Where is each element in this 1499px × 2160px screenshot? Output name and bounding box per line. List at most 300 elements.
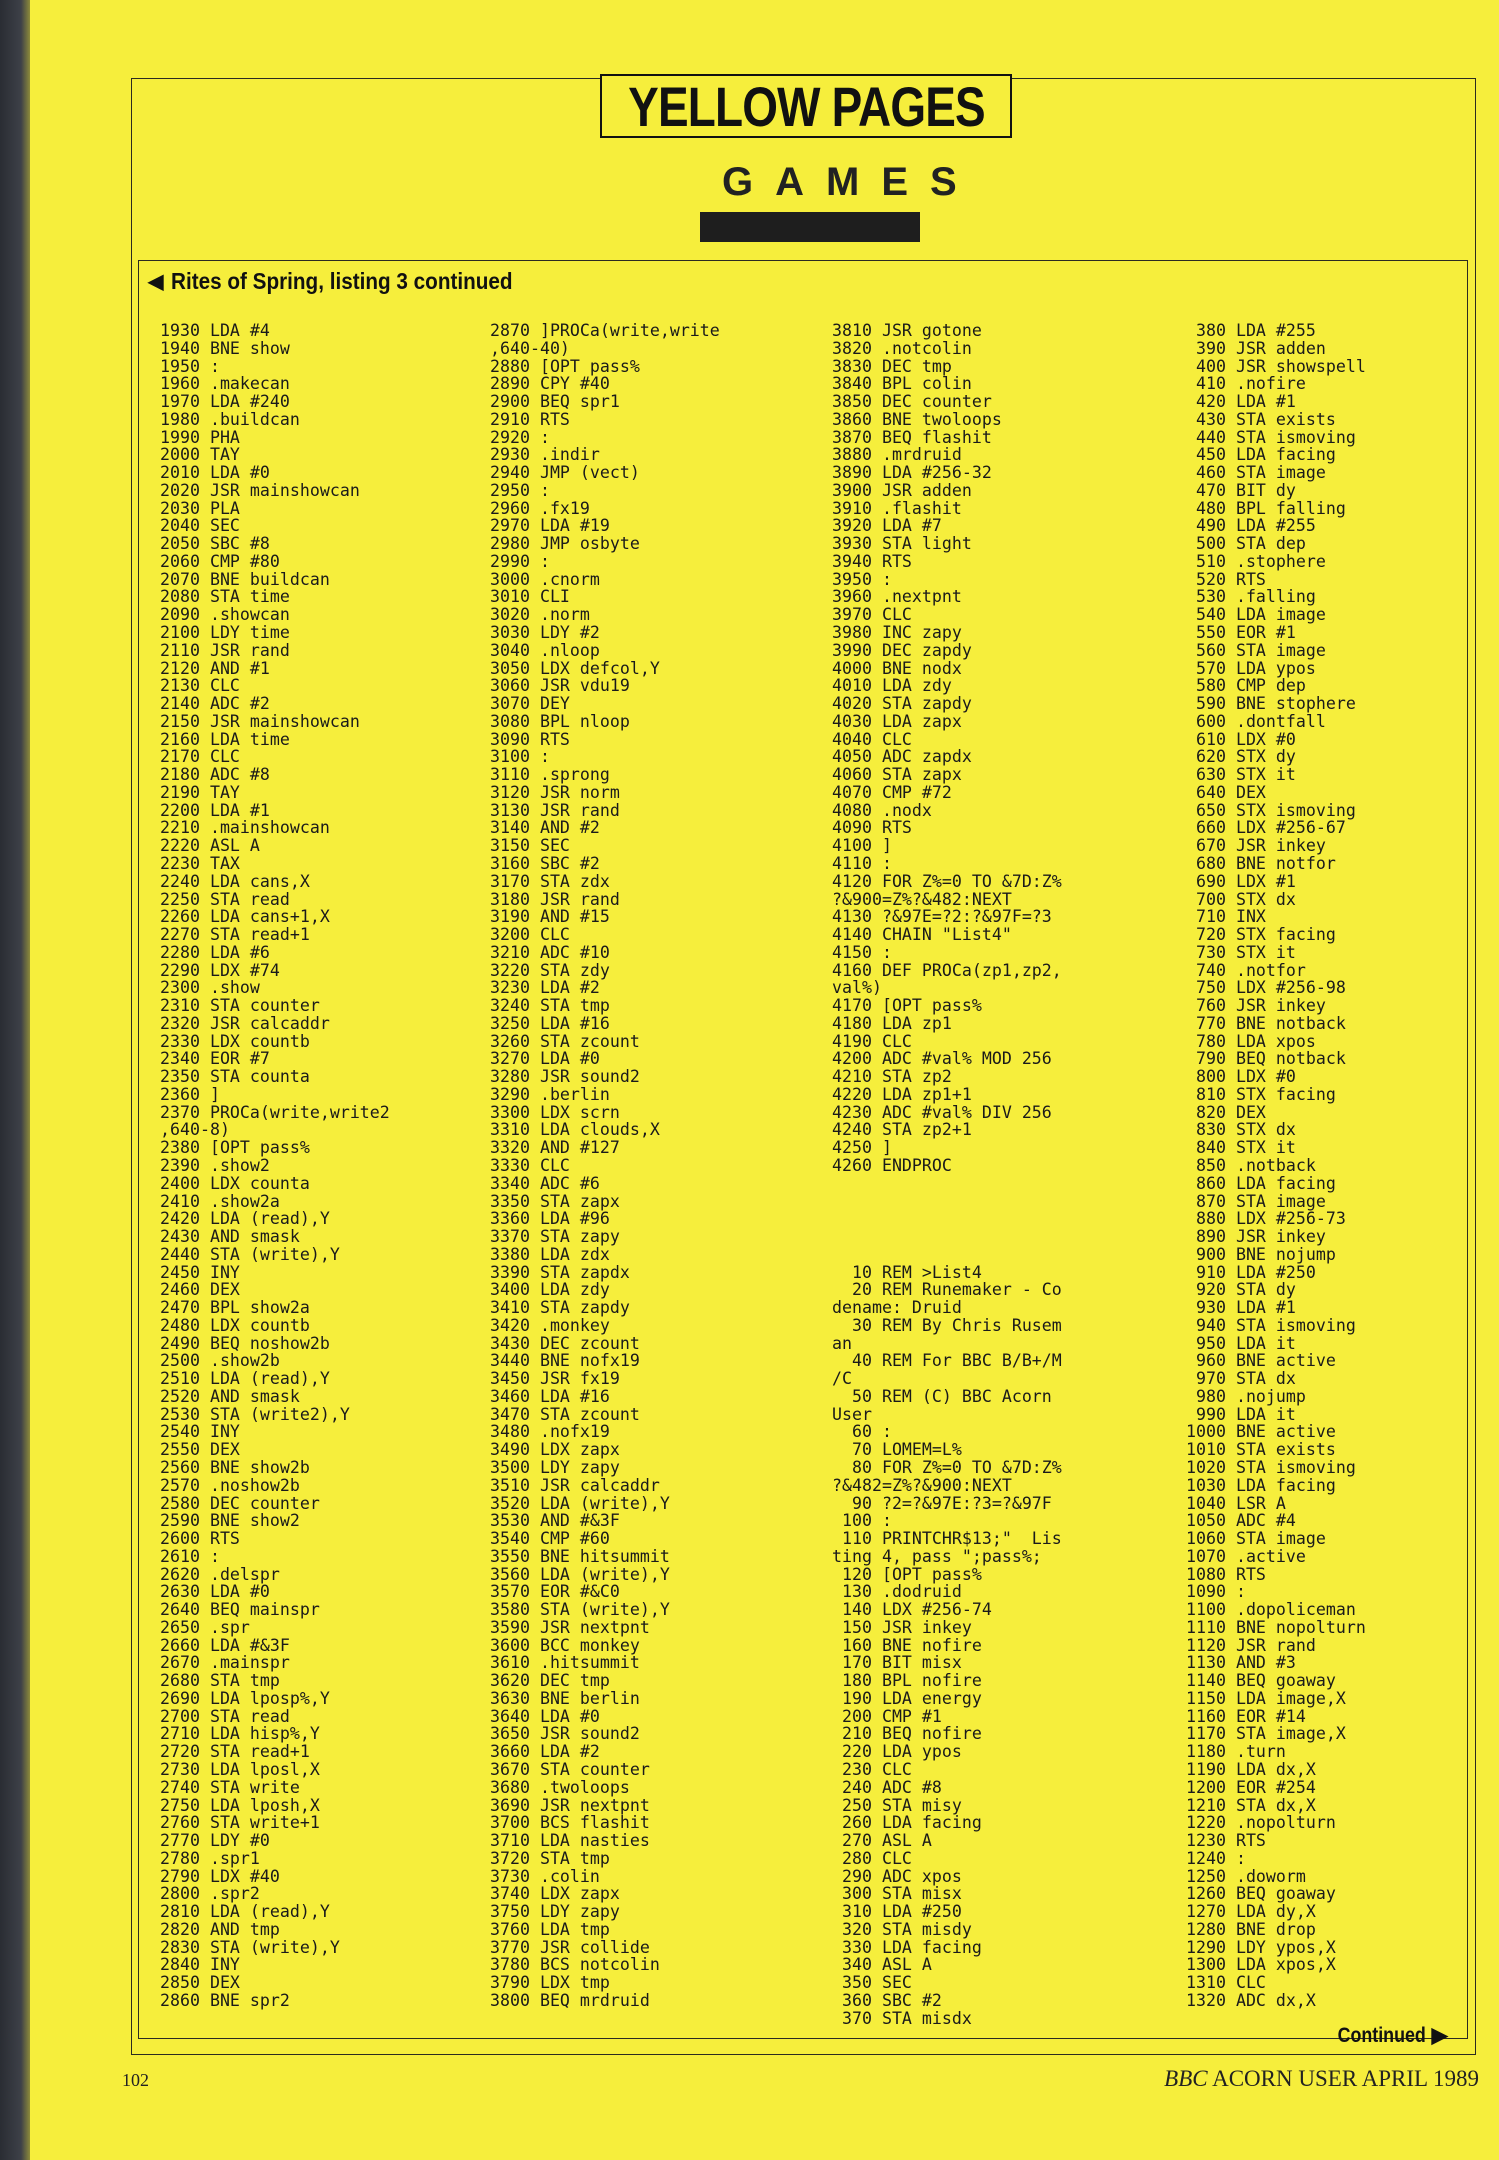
code-line: 3360 LDA #96 xyxy=(490,1209,610,1229)
code-line: 2870 ]PROCa(write,write xyxy=(490,321,720,340)
code-line: 2530 STA (write2),Y xyxy=(160,1404,350,1424)
code-line: 2720 STA read+1 xyxy=(160,1742,310,1762)
code-line: 340 ASL A xyxy=(832,1955,932,1975)
code-line: 3880 .mrdruid xyxy=(832,445,962,465)
code-line: 250 STA misy xyxy=(832,1795,962,1815)
code-line: 1220 .nopolturn xyxy=(1186,1813,1336,1833)
code-line: 890 JSR inkey xyxy=(1186,1227,1326,1247)
code-line: 3070 DEY xyxy=(490,694,570,714)
code-line: 3730 .colin xyxy=(490,1866,600,1886)
code-line: 2920 : xyxy=(490,427,550,447)
code-line: 2860 BNE spr2 xyxy=(160,1990,290,2010)
code-line: ting 4, pass ";pass%; xyxy=(832,1546,1042,1566)
code-line: 3980 INC zapy xyxy=(832,623,962,643)
code-line: 2310 STA counter xyxy=(160,996,320,1016)
code-line: 1310 CLC xyxy=(1186,1973,1266,1993)
code-line: 3900 JSR adden xyxy=(832,480,972,500)
code-line: 3940 RTS xyxy=(832,551,912,571)
code-line: 930 LDA #1 xyxy=(1186,1298,1296,1318)
code-line: 60 : xyxy=(832,1422,892,1442)
code-line: 3930 STA light xyxy=(832,534,972,554)
code-line: 70 LOMEM=L% xyxy=(832,1440,962,1460)
code-line: 1080 RTS xyxy=(1186,1564,1266,1584)
code-line: 3850 DEC counter xyxy=(832,392,992,412)
code-line: 1060 STA image xyxy=(1186,1529,1326,1549)
code-line: 660 LDX #256-67 xyxy=(1186,818,1346,838)
code-line: 3760 LDA tmp xyxy=(490,1919,610,1939)
code-line: 480 BPL falling xyxy=(1186,498,1346,518)
code-line: 2000 TAY xyxy=(160,445,240,465)
code-line: 3810 JSR gotone xyxy=(832,321,982,340)
code-line: 3380 LDA zdx xyxy=(490,1244,610,1264)
code-line: 3370 STA zapy xyxy=(490,1227,620,1247)
code-line: 960 BNE active xyxy=(1186,1351,1336,1371)
code-line: 870 STA image xyxy=(1186,1191,1326,1211)
code-line: 430 STA exists xyxy=(1186,409,1336,429)
code-line: 3240 STA tmp xyxy=(490,996,610,1016)
code-line: 2930 .indir xyxy=(490,445,600,465)
code-line: 550 EOR #1 xyxy=(1186,623,1296,643)
code-line: 3590 JSR nextpnt xyxy=(490,1617,650,1637)
code-line: 2130 CLC xyxy=(160,676,240,696)
code-line: 3700 BCS flashit xyxy=(490,1813,650,1833)
code-line: 3720 STA tmp xyxy=(490,1848,610,1868)
code-line: 4250 ] xyxy=(832,1138,892,1158)
code-line: 3580 STA (write),Y xyxy=(490,1600,670,1620)
code-line: 3860 BNE twoloops xyxy=(832,409,1002,429)
code-line: 3470 STA zcount xyxy=(490,1404,640,1424)
code-line: 360 SBC #2 xyxy=(832,1990,942,2010)
code-line: 4230 ADC #val% DIV 256 xyxy=(832,1102,1052,1122)
code-line: 220 LDA ypos xyxy=(832,1742,962,1762)
code-line: 90 ?2=?&97E:?3=?&97F xyxy=(832,1493,1052,1513)
code-line: 3250 LDA #16 xyxy=(490,1013,610,1033)
code-line: 2390 .show2 xyxy=(160,1155,270,1175)
code-line: 3510 JSR calcaddr xyxy=(490,1475,660,1495)
code-line: 3540 CMP #60 xyxy=(490,1529,610,1549)
code-line: 1230 RTS xyxy=(1186,1831,1266,1851)
code-line: 3620 DEC tmp xyxy=(490,1671,610,1691)
code-line: 720 STX facing xyxy=(1186,925,1336,945)
code-line: 160 BNE nofire xyxy=(832,1635,982,1655)
code-line: 500 STA dep xyxy=(1186,534,1306,554)
code-line: 2040 SEC xyxy=(160,516,240,536)
code-line: 100 : xyxy=(832,1511,892,1531)
code-line: 3740 LDX zapx xyxy=(490,1884,620,1904)
code-line: 2640 BEQ mainspr xyxy=(160,1600,320,1620)
code-line: 270 ASL A xyxy=(832,1831,932,1851)
code-line: 3560 LDA (write),Y xyxy=(490,1564,670,1584)
code-line: 3230 LDA #2 xyxy=(490,978,600,998)
code-line: 560 STA image xyxy=(1186,640,1326,660)
code-line: 2980 JMP osbyte xyxy=(490,534,640,554)
code-line: 3180 JSR rand xyxy=(490,889,620,909)
code-line: 760 JSR inkey xyxy=(1186,996,1326,1016)
code-line: 4070 CMP #72 xyxy=(832,782,952,802)
code-line: 580 CMP dep xyxy=(1186,676,1306,696)
code-line: 2120 AND #1 xyxy=(160,658,270,678)
code-line: 3780 BCS notcolin xyxy=(490,1955,660,1975)
code-line: 4040 CLC xyxy=(832,729,912,749)
code-line: 4220 LDA zp1+1 xyxy=(832,1084,972,1104)
code-line: 1090 : xyxy=(1186,1582,1246,1602)
code-line: 940 STA ismoving xyxy=(1186,1315,1356,1335)
code-line: 650 STX ismoving xyxy=(1186,800,1356,820)
code-line: 3200 CLC xyxy=(490,925,570,945)
code-line: 3020 .norm xyxy=(490,605,590,625)
magazine-name-italic: BBC xyxy=(1164,2066,1208,2091)
code-line: 920 STA dy xyxy=(1186,1280,1296,1300)
code-line: 20 REM Runemaker - Co xyxy=(832,1280,1062,1300)
code-line: 950 LDA it xyxy=(1186,1333,1296,1353)
code-line: 2810 LDA (read),Y xyxy=(160,1902,330,1922)
code-line: 440 STA ismoving xyxy=(1186,427,1356,447)
code-line: 690 LDX #1 xyxy=(1186,871,1296,891)
code-line: 1990 PHA xyxy=(160,427,240,447)
page-binding-edge xyxy=(0,0,30,2160)
code-line: 2470 BPL show2a xyxy=(160,1298,310,1318)
code-line: 710 INX xyxy=(1186,907,1266,927)
code-line: 4000 BNE nodx xyxy=(832,658,962,678)
code-line: 200 CMP #1 xyxy=(832,1706,942,1726)
code-line: 3610 .hitsummit xyxy=(490,1653,640,1673)
code-line: /C xyxy=(832,1369,852,1389)
page-number: 102 xyxy=(122,2070,149,2090)
code-line: 970 STA dx xyxy=(1186,1369,1296,1389)
code-line: 3690 JSR nextpnt xyxy=(490,1795,650,1815)
code-line: 3750 LDY zapy xyxy=(490,1902,620,1922)
code-line: 2280 LDA #6 xyxy=(160,942,270,962)
code-line: 120 [OPT pass% xyxy=(832,1564,982,1584)
code-line: 2190 TAY xyxy=(160,782,240,802)
code-line: 2160 LDA time xyxy=(160,729,290,749)
code-line: 390 JSR adden xyxy=(1186,338,1326,358)
code-line: 1120 JSR rand xyxy=(1186,1635,1316,1655)
code-line: 3650 JSR sound2 xyxy=(490,1724,640,1744)
code-line: 3460 LDA #16 xyxy=(490,1386,610,1406)
code-line: 400 JSR showspell xyxy=(1186,356,1366,376)
code-line: 2250 STA read xyxy=(160,889,290,909)
code-line: 4100 ] xyxy=(832,836,892,856)
code-line: 3030 LDY #2 xyxy=(490,623,600,643)
code-line: 2060 CMP #80 xyxy=(160,551,280,571)
code-line: 4010 LDA zdy xyxy=(832,676,952,696)
code-line: 2300 .show xyxy=(160,978,260,998)
code-line: 3390 STA zapdx xyxy=(490,1262,630,1282)
code-line: dename: Druid xyxy=(832,1298,962,1318)
code-line: 4080 .nodx xyxy=(832,800,932,820)
code-line: 3420 .monkey xyxy=(490,1315,610,1335)
magazine-footer xyxy=(1164,2066,1479,2092)
code-line: 470 BIT dy xyxy=(1186,480,1296,500)
code-line: 4240 STA zp2+1 xyxy=(832,1120,972,1140)
code-line: 2660 LDA #&3F xyxy=(160,1635,290,1655)
code-line: 3830 DEC tmp xyxy=(832,356,952,376)
code-line: 3300 LDX scrn xyxy=(490,1102,620,1122)
code-line: 2230 TAX xyxy=(160,853,240,873)
code-line: 520 RTS xyxy=(1186,569,1266,589)
code-line: 3480 .nofx19 xyxy=(490,1422,610,1442)
code-line: 3190 AND #15 xyxy=(490,907,610,927)
code-line: 1030 LDA facing xyxy=(1186,1475,1336,1495)
code-line: 3680 .twoloops xyxy=(490,1777,630,1797)
code-line: 2630 LDA #0 xyxy=(160,1582,270,1602)
code-line: 4060 STA zapx xyxy=(832,765,962,785)
code-line: 1930 LDA #4 xyxy=(160,321,270,340)
code-line: User xyxy=(832,1404,872,1424)
code-line: 3530 AND #&3F xyxy=(490,1511,620,1531)
code-line: 2370 PROCa(write,write2 xyxy=(160,1102,390,1122)
code-line: 2800 .spr2 xyxy=(160,1884,260,1904)
code-line: 3340 ADC #6 xyxy=(490,1173,600,1193)
code-line: 3100 : xyxy=(490,747,550,767)
code-line: 3920 LDA #7 xyxy=(832,516,942,536)
code-line: 3570 EOR #&C0 xyxy=(490,1582,620,1602)
code-line: 2820 AND tmp xyxy=(160,1919,280,1939)
code-line: 1320 ADC dx,X xyxy=(1186,1990,1316,2010)
continued-text: Continued xyxy=(1337,2024,1426,2047)
code-line: 2850 DEX xyxy=(160,1973,240,1993)
code-line: 680 BNE notfor xyxy=(1186,853,1336,873)
code-line: ,640-8) xyxy=(160,1120,230,1140)
left-arrow-icon: ◀ xyxy=(148,270,164,293)
code-line: 1100 .dopoliceman xyxy=(1186,1600,1356,1620)
code-line: 380 LDA #255 xyxy=(1186,321,1316,340)
code-line: 790 BEQ notback xyxy=(1186,1049,1346,1069)
code-line: 3600 BCC monkey xyxy=(490,1635,640,1655)
code-line: 2490 BEQ noshow2b xyxy=(160,1333,330,1353)
code-line: 780 LDA xpos xyxy=(1186,1031,1316,1051)
code-line: 1000 BNE active xyxy=(1186,1422,1336,1442)
code-line: 4150 : xyxy=(832,942,892,962)
code-line: 4210 STA zp2 xyxy=(832,1067,952,1087)
code-line: 1130 AND #3 xyxy=(1186,1653,1296,1673)
code-line: 2260 LDA cans+1,X xyxy=(160,907,330,927)
code-line: 2140 ADC #2 xyxy=(160,694,270,714)
continued-label xyxy=(1322,2023,1448,2048)
code-line: 840 STX it xyxy=(1186,1138,1296,1158)
code-line: 2400 LDX counta xyxy=(160,1173,310,1193)
code-line: 240 ADC #8 xyxy=(832,1777,942,1797)
code-line: 3500 LDY zapy xyxy=(490,1458,620,1477)
masthead-title: YELLOW PAGES xyxy=(627,74,985,138)
code-line: 3550 BNE hitsummit xyxy=(490,1546,670,1566)
code-line: 1270 LDA dy,X xyxy=(1186,1902,1316,1922)
code-line: 3400 LDA zdy xyxy=(490,1280,610,1300)
code-line: 1940 BNE show xyxy=(160,338,290,358)
code-line: 1190 LDA dx,X xyxy=(1186,1760,1316,1780)
code-line: 3640 LDA #0 xyxy=(490,1706,600,1726)
code-line: 3050 LDX defcol,Y xyxy=(490,658,660,678)
code-line: 2560 BNE show2b xyxy=(160,1458,310,1477)
code-line: 260 LDA facing xyxy=(832,1813,982,1833)
code-line: 620 STX dy xyxy=(1186,747,1296,767)
code-line: 2030 PLA xyxy=(160,498,240,518)
code-line: 280 CLC xyxy=(832,1848,912,1868)
code-line: 210 BEQ nofire xyxy=(832,1724,982,1744)
code-line: 2290 LDX #74 xyxy=(160,960,280,980)
code-line: 350 SEC xyxy=(832,1973,912,1993)
code-line: 2710 LDA hisp%,Y xyxy=(160,1724,320,1744)
code-line: 670 JSR inkey xyxy=(1186,836,1326,856)
code-line: 2990 : xyxy=(490,551,550,571)
code-line: 230 CLC xyxy=(832,1760,912,1780)
code-line: 4030 LDA zapx xyxy=(832,711,962,731)
code-line: 2670 .mainspr xyxy=(160,1653,290,1673)
code-line: 880 LDX #256-73 xyxy=(1186,1209,1346,1229)
code-line: ?&900=Z%?&482:NEXT xyxy=(832,889,1012,909)
code-line: 4160 DEF PROCa(zp1,zp2, xyxy=(832,960,1062,980)
code-line: 980 .nojump xyxy=(1186,1386,1306,1406)
code-line: 3450 JSR fx19 xyxy=(490,1369,620,1389)
code-line: 750 LDX #256-98 xyxy=(1186,978,1346,998)
listing-title xyxy=(148,266,551,296)
code-line: 2010 LDA #0 xyxy=(160,463,270,483)
code-line: 3140 AND #2 xyxy=(490,818,600,838)
code-line: 3840 BPL colin xyxy=(832,374,972,394)
code-line: 3660 LDA #2 xyxy=(490,1742,600,1762)
code-line: 140 LDX #256-74 xyxy=(832,1600,992,1620)
code-line: 810 STX facing xyxy=(1186,1084,1336,1104)
code-line: 640 DEX xyxy=(1186,782,1266,802)
code-line: 4200 ADC #val% MOD 256 xyxy=(832,1049,1052,1069)
code-line: 2080 STA time xyxy=(160,587,290,607)
code-line: 2780 .spr1 xyxy=(160,1848,260,1868)
code-line: 2790 LDX #40 xyxy=(160,1866,280,1886)
code-line: 3800 BEQ mrdruid xyxy=(490,1990,650,2010)
code-line: 180 BPL nofire xyxy=(832,1671,982,1691)
code-line: 540 LDA image xyxy=(1186,605,1326,625)
code-line: 130 .dodruid xyxy=(832,1582,962,1602)
code-line: an xyxy=(832,1333,852,1353)
code-line: 4180 LDA zp1 xyxy=(832,1013,952,1033)
code-line: 3260 STA zcount xyxy=(490,1031,640,1051)
code-line: 1070 .active xyxy=(1186,1546,1306,1566)
code-line: 310 LDA #250 xyxy=(832,1902,962,1922)
code-line: 4020 STA zapdy xyxy=(832,694,972,714)
code-line: 2600 RTS xyxy=(160,1529,240,1549)
code-line: 910 LDA #250 xyxy=(1186,1262,1316,1282)
code-line: 1960 .makecan xyxy=(160,374,290,394)
code-line: 460 STA image xyxy=(1186,463,1326,483)
code-line: 2350 STA counta xyxy=(160,1067,310,1087)
code-line: 450 LDA facing xyxy=(1186,445,1336,465)
code-line: 420 LDA #1 xyxy=(1186,392,1296,412)
code-line xyxy=(832,1228,1062,1246)
code-line: 3220 STA zdy xyxy=(490,960,610,980)
code-line: 3040 .nloop xyxy=(490,640,600,660)
code-line: 290 ADC xpos xyxy=(832,1866,962,1886)
code-line: 3160 SBC #2 xyxy=(490,853,600,873)
code-line: 860 LDA facing xyxy=(1186,1173,1336,1193)
code-line: 3430 DEC zcount xyxy=(490,1333,640,1353)
code-line: 2540 INY xyxy=(160,1422,240,1442)
code-line: 4050 ADC zapdx xyxy=(832,747,972,767)
code-line: 3440 BNE nofx19 xyxy=(490,1351,640,1371)
code-line: 730 STX it xyxy=(1186,942,1296,962)
code-line: 2200 LDA #1 xyxy=(160,800,270,820)
code-line: 150 JSR inkey xyxy=(832,1617,972,1637)
code-line: 990 LDA it xyxy=(1186,1404,1296,1424)
code-line: 700 STX dx xyxy=(1186,889,1296,909)
code-line: 2590 BNE show2 xyxy=(160,1511,300,1531)
code-line: 4130 ?&97E=?2:?&97F=?3 xyxy=(832,907,1052,927)
code-line: 2740 STA write xyxy=(160,1777,300,1797)
code-line: 3910 .flashit xyxy=(832,498,962,518)
listing-title-text: Rites of Spring, listing 3 continued xyxy=(171,267,513,294)
code-column-2 xyxy=(490,322,720,2010)
code-line: 2580 DEC counter xyxy=(160,1493,320,1513)
code-line: 900 BNE nojump xyxy=(1186,1244,1336,1264)
code-line: 1260 BEQ goaway xyxy=(1186,1884,1336,1904)
code-line: 3990 DEC zapdy xyxy=(832,640,972,660)
code-line: 40 REM For BBC B/B+/M xyxy=(832,1351,1062,1371)
magazine-issue: ACORN USER APRIL 1989 xyxy=(1212,2066,1479,2091)
code-line: 3490 LDX zapx xyxy=(490,1440,620,1460)
code-line: 2760 STA write+1 xyxy=(160,1813,320,1833)
code-line: 3080 BPL nloop xyxy=(490,711,630,731)
code-line: 1150 LDA image,X xyxy=(1186,1688,1346,1708)
code-line: 800 LDX #0 xyxy=(1186,1067,1296,1087)
code-line: 3520 LDA (write),Y xyxy=(490,1493,670,1513)
code-line: 2970 LDA #19 xyxy=(490,516,610,536)
code-line: 2650 .spr xyxy=(160,1617,250,1637)
code-line: 2050 SBC #8 xyxy=(160,534,270,554)
code-line: 2220 ASL A xyxy=(160,836,260,856)
code-line: 2330 LDX countb xyxy=(160,1031,310,1051)
code-line: val%) xyxy=(832,978,882,998)
code-line: 2180 ADC #8 xyxy=(160,765,270,785)
code-line: 2430 AND smask xyxy=(160,1227,300,1247)
code-line: 3630 BNE berlin xyxy=(490,1688,640,1708)
code-line: 10 REM >List4 xyxy=(832,1262,982,1282)
code-line: 410 .nofire xyxy=(1186,374,1306,394)
code-line: 2950 : xyxy=(490,480,550,500)
code-line: 610 LDX #0 xyxy=(1186,729,1296,749)
code-line: 630 STX it xyxy=(1186,765,1296,785)
code-line: 2090 .showcan xyxy=(160,605,290,625)
code-line: 110 PRINTCHR$13;" Lis xyxy=(832,1529,1062,1549)
code-line: 2320 JSR calcaddr xyxy=(160,1013,330,1033)
code-line: 2070 BNE buildcan xyxy=(160,569,330,589)
code-line: 2890 CPY #40 xyxy=(490,374,610,394)
code-line: 1240 : xyxy=(1186,1848,1246,1868)
code-line: 170 BIT misx xyxy=(832,1653,962,1673)
code-line: 530 .falling xyxy=(1186,587,1316,607)
code-line: 850 .notback xyxy=(1186,1155,1316,1175)
code-line: 3770 JSR collide xyxy=(490,1937,650,1957)
code-line: 4260 ENDPROC xyxy=(832,1155,952,1175)
code-line: 3120 JSR norm xyxy=(490,782,620,802)
code-line xyxy=(832,1246,1062,1264)
code-line: 2960 .fx19 xyxy=(490,498,590,518)
code-line: 1050 ADC #4 xyxy=(1186,1511,1296,1531)
code-line: 330 LDA facing xyxy=(832,1937,982,1957)
code-line: 2020 JSR mainshowcan xyxy=(160,480,360,500)
code-line: 2610 : xyxy=(160,1546,220,1566)
code-line: 2690 LDA lposp%,Y xyxy=(160,1688,330,1708)
code-line: 2510 LDA (read),Y xyxy=(160,1369,330,1389)
code-line: 3710 LDA nasties xyxy=(490,1831,650,1851)
code-line: 2620 .delspr xyxy=(160,1564,280,1584)
code-line: 3670 STA counter xyxy=(490,1760,650,1780)
code-line: 510 .stophere xyxy=(1186,551,1326,571)
code-line: 1200 EOR #254 xyxy=(1186,1777,1316,1797)
code-line: 3870 BEQ flashit xyxy=(832,427,992,447)
code-line: 2360 ] xyxy=(160,1084,220,1104)
code-line xyxy=(832,1193,1062,1211)
code-line: 1280 BNE drop xyxy=(1186,1919,1316,1939)
